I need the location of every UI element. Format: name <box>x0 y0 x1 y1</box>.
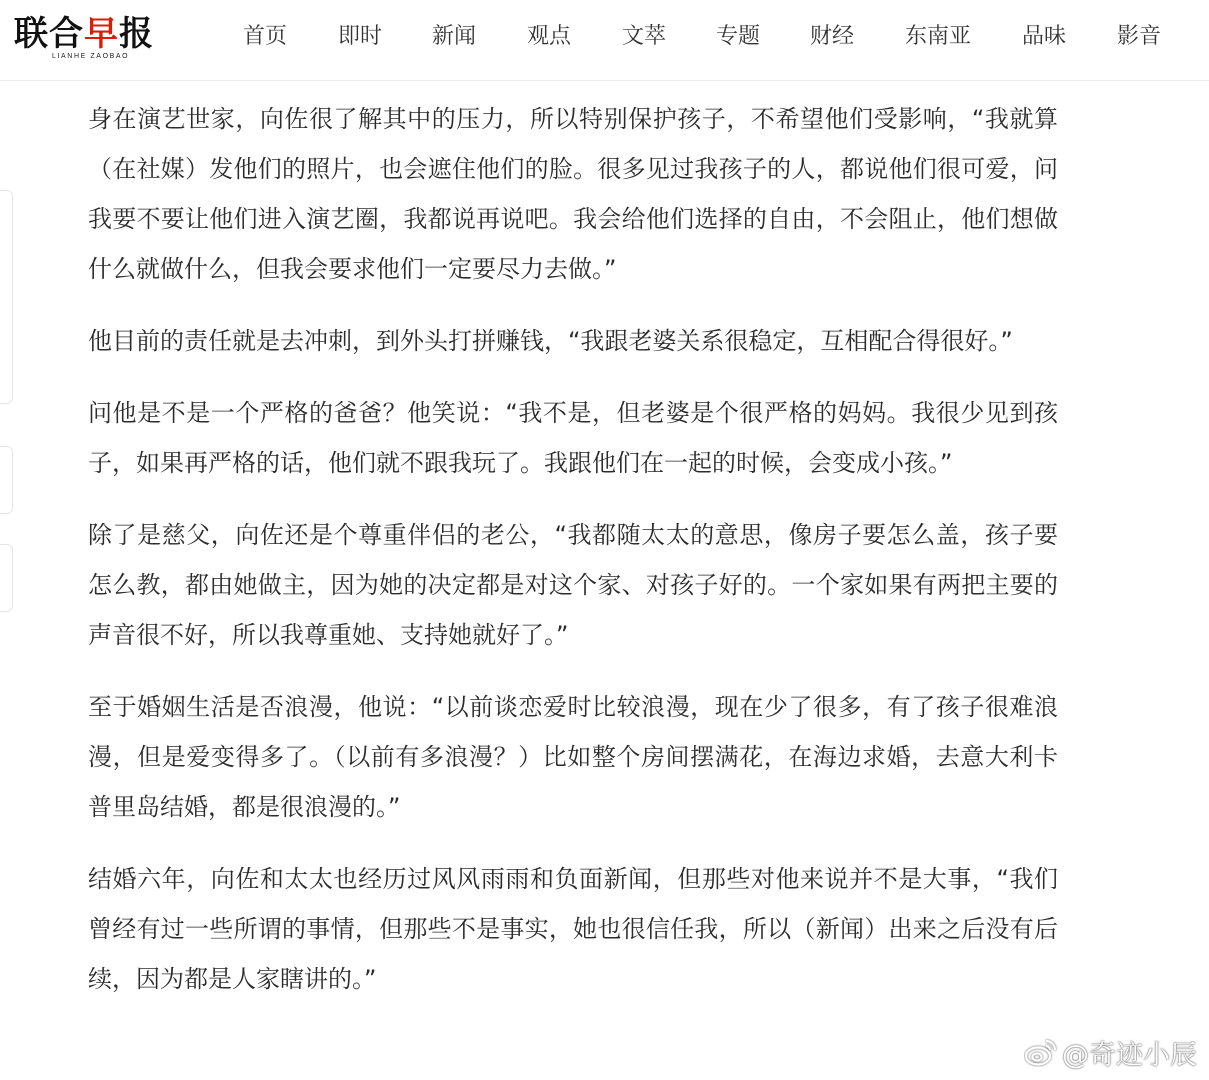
article-paragraph: 他目前的责任就是去冲刺，到外头打拼赚钱，“我跟老婆关系很稳定，互相配合得很好。” <box>88 327 1013 355</box>
share-sidebar-tab[interactable] <box>0 190 13 404</box>
site-header <box>0 0 1209 81</box>
article-paragraph: 除了是慈父，向佐还是个尊重伴侣的老公，“我都随太太的意思，像房子要怎么盖，孩子要怎么教，都由她做主，因为她的决定都是对这个家、对孩子好的。一个家如果有两把主要的声音很不好，所以我尊重她、支持她就好了。” <box>88 521 1058 649</box>
watermark-handle: @奇迹小辰 <box>1062 1039 1197 1071</box>
nav-item-media[interactable]: 影音 <box>1117 24 1162 49</box>
nav-item-special[interactable]: 专题 <box>716 24 761 49</box>
nav-item-home[interactable]: 首页 <box>243 24 288 49</box>
weibo-watermark <box>1024 1034 1197 1070</box>
logo-name-en: LIANHE ZAOBAO <box>52 53 130 60</box>
nav-item-realtime[interactable]: 即时 <box>338 24 383 49</box>
share-sidebar-tab[interactable] <box>0 446 13 514</box>
article-paragraph: 至于婚姻生活是否浪漫，他说：“以前谈恋爱时比较浪漫，现在少了很多，有了孩子很难浪漫，但是爱变得多了。（以前有多浪漫？）比如整个房间摆满花，在海边求婚，去意大利卡普里岛结婚，都是很浪漫的。” <box>88 693 1058 821</box>
nav-item-digest[interactable]: 文萃 <box>622 24 667 49</box>
nav-item-news[interactable]: 新闻 <box>432 24 477 49</box>
nav-item-opinion[interactable]: 观点 <box>527 24 572 49</box>
nav-item-lifestyle[interactable]: 品味 <box>1022 24 1067 49</box>
logo-name-cn: 联合早报 <box>14 14 154 54</box>
article-paragraph: 身在演艺世家，向佐很了解其中的压力，所以特别保护孩子，不希望他们受影响，“我就算（在社媒）发他们的照片，也会遮住他们的脸。很多见过我孩子的人，都说他们很可爱，问我要不要让他们进入演艺圈，我都说再说吧。我会给他们选择的自由，不会阻止，他们想做什么就做什么，但我会要求他们一定要尽力去做。” <box>88 105 1058 283</box>
article-paragraph: 结婚六年，向佐和太太也经历过风风雨雨和负面新闻，但那些对他来说并不是大事，“我们曾经有过一些所谓的事情，但那些不是事实，她也很信任我，所以（新闻）出来之后没有后续，因为都是人家瞎讲的。” <box>88 865 1058 993</box>
article-body <box>88 94 1058 1026</box>
share-sidebar-tab[interactable] <box>0 544 13 612</box>
article-paragraph: 问他是不是一个严格的爸爸？他笑说：“我不是，但老婆是个很严格的妈妈。我很少见到孩子，如果再严格的话，他们就不跟我玩了。我跟他们在一起的时候，会变成小孩。” <box>88 399 1058 477</box>
main-nav <box>0 0 1209 80</box>
nav-item-finance[interactable]: 财经 <box>810 24 855 49</box>
weibo-icon <box>1024 1037 1058 1067</box>
nav-item-southeast-asia[interactable]: 东南亚 <box>905 24 972 49</box>
